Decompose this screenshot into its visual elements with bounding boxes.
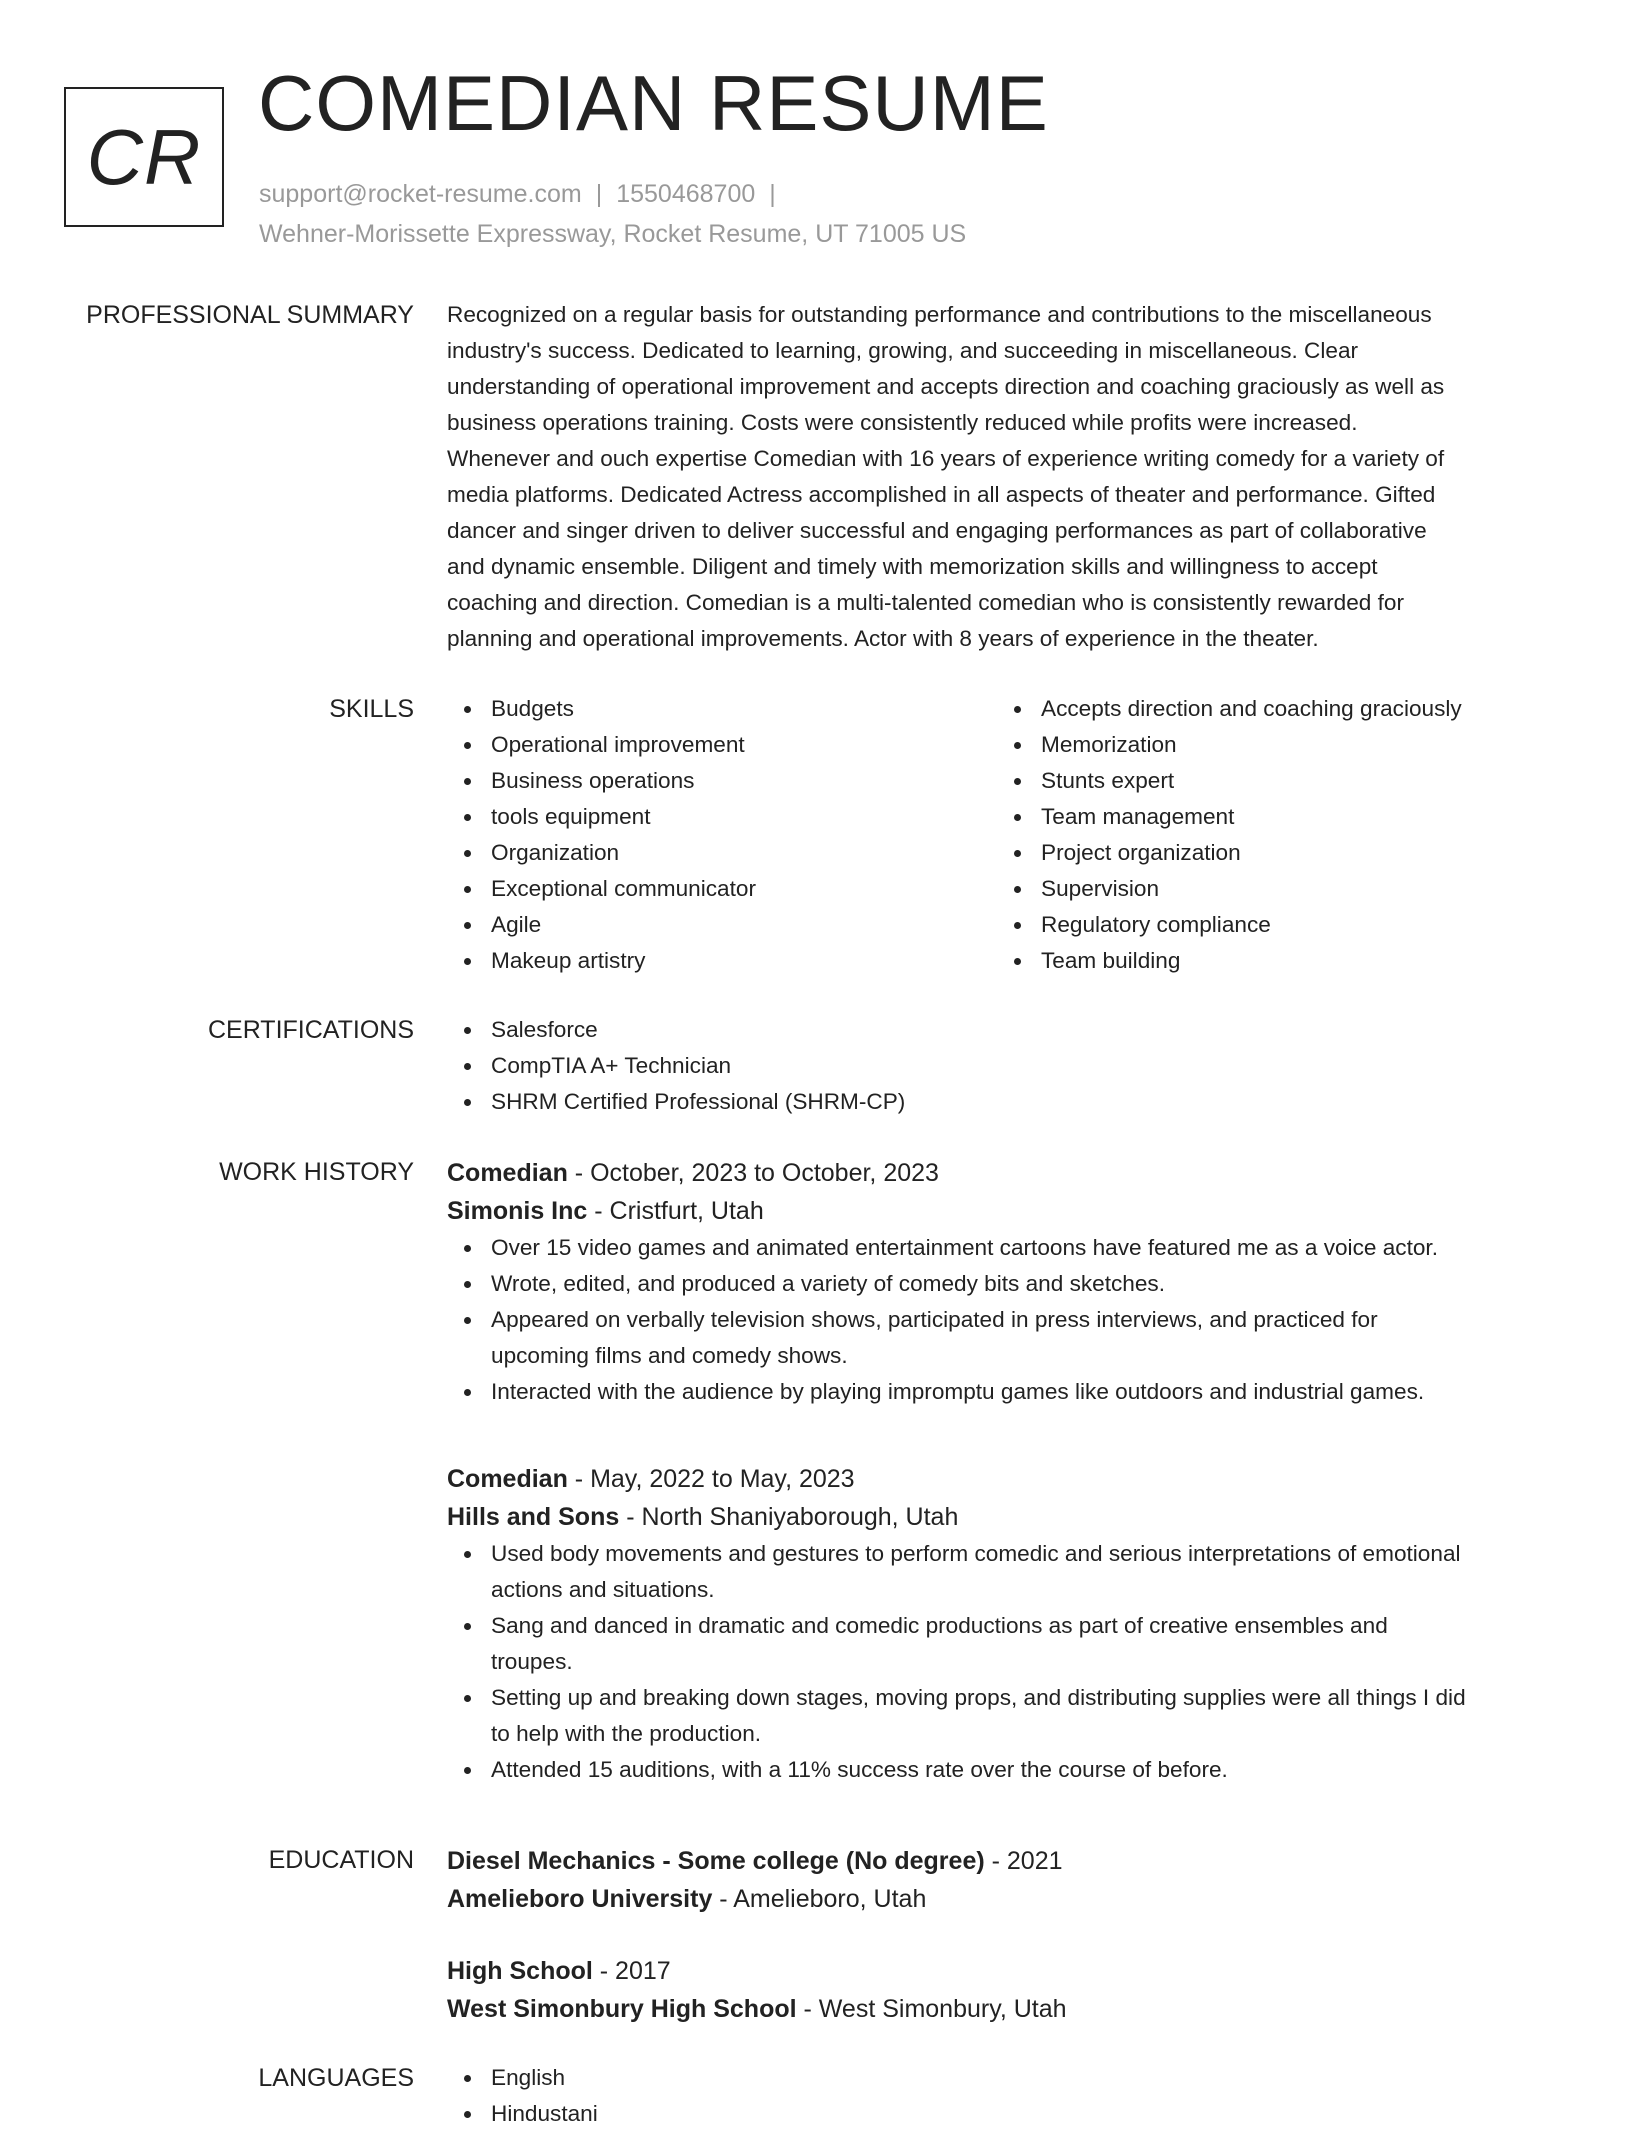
skill-item: Team building [997,943,1547,979]
job-bullet: Interacted with the audience by playing impromptu games like outdoors and industrial games. [447,1374,1438,1410]
skill-item: Business operations [447,763,997,799]
job-company-line [447,1498,1466,1536]
skill-item: Supervision [997,871,1547,907]
job-bullet: Used body movements and gestures to perform comedic and serious interpretations of emotional actions and situations. [447,1536,1466,1608]
company-name: Simonis Inc [447,1197,588,1225]
degree: Diesel Mechanics - Some college (No degree) [447,1847,985,1875]
contact-info [259,174,966,254]
section-label-work: WORK HISTORY [219,1158,414,1186]
language-item: Hindustani [447,2096,1567,2132]
email-link[interactable]: support@rocket-resume.com [259,180,582,208]
skill-item: Project organization [997,835,1547,871]
job-title: Comedian [447,1465,568,1493]
skill-item: Exceptional communicator [447,871,997,907]
school-line [447,1880,1063,1918]
education-entry [447,1952,1067,2028]
skill-item: tools equipment [447,799,997,835]
skills-column-right [997,691,1547,979]
summary-line: media platforms. Dedicated Actress accomplished in all aspects of theater and performance. Gifted [447,482,1436,507]
job-entry [447,1460,1466,1788]
summary-line: Recognized on a regular basis for outstanding performance and contributions to the miscellaneous [447,302,1432,327]
degree-line [447,1842,1063,1880]
address: Wehner-Morissette Expressway, Rocket Resume, UT 71005 US [259,220,967,248]
skill-item: Team management [997,799,1547,835]
skill-item: Operational improvement [447,727,997,763]
job-title-line [447,1154,1438,1192]
certification-item: Salesforce [447,1012,1567,1048]
school-name: West Simonbury High School [447,1995,797,2023]
school-name: Amelieboro University [447,1885,713,1913]
job-bullet: Over 15 video games and animated entertainment cartoons have featured me as a voice actor. [447,1230,1438,1266]
contact-line-1 [259,174,966,214]
school-location: - West Simonbury, Utah [796,1995,1067,2023]
monogram-logo: CR [64,87,224,227]
section-label-languages: LANGUAGES [258,2064,414,2092]
phone-number: 1550468700 [616,180,756,208]
degree-line [447,1952,1067,1990]
company-name: Hills and Sons [447,1503,620,1531]
job-bullet: Sang and danced in dramatic and comedic productions as part of creative ensembles and troupes. [447,1608,1466,1680]
certification-item: CompTIA A+ Technician [447,1048,1567,1084]
certification-item: SHRM Certified Professional (SHRM-CP) [447,1084,1567,1120]
resume-title: COMEDIAN RESUME [258,59,1049,147]
graduation-year: - 2017 [592,1957,671,1985]
summary-line: understanding of operational improvement and accepts direction and coaching graciously as well as [447,374,1445,399]
school-location: - Amelieboro, Utah [712,1885,927,1913]
job-entry [447,1154,1438,1410]
job-bullets [447,1536,1466,1788]
skill-item: Memorization [997,727,1547,763]
job-company-line [447,1192,1438,1230]
company-location: - North Shaniyaborough, Utah [619,1503,959,1531]
summary-text [447,297,1567,657]
languages-list [447,2060,1567,2132]
summary-line: industry's success. Dedicated to learning, growing, and succeeding in miscellaneous. Clear [447,338,1359,363]
skill-item: Agile [447,907,997,943]
job-dates: - May, 2022 to May, 2023 [567,1465,855,1493]
skills-column-left [447,691,997,979]
summary-line: dancer and singer driven to deliver successful and engaging performances as part of collaborative [447,518,1427,543]
school-line [447,1990,1067,2028]
job-title: Comedian [447,1159,568,1187]
skills-list [447,691,1567,979]
summary-line: coaching and direction. Comedian is a multi-talented comedian who is consistently rewarded for [447,590,1404,615]
job-dates: - October, 2023 to October, 2023 [567,1159,939,1187]
summary-line: Whenever and ouch expertise Comedian with 16 years of experience writing comedy for a variety of [447,446,1445,471]
separator: | [769,180,776,208]
summary-line: business operations training. Costs were consistently reduced while profits were increased. [447,410,1358,435]
certifications-list [447,1012,1567,1120]
skill-item: Accepts direction and coaching graciously [997,691,1547,727]
section-label-certifications: CERTIFICATIONS [207,1016,414,1044]
graduation-year: - 2021 [984,1847,1063,1875]
skill-item: Stunts expert [997,763,1547,799]
separator: | [595,180,603,208]
section-label-summary: PROFESSIONAL SUMMARY [86,301,414,329]
job-bullets [447,1230,1438,1410]
skill-item: Budgets [447,691,997,727]
job-title-line [447,1460,1466,1498]
company-location: - Cristfurt, Utah [587,1197,764,1225]
section-label-skills: SKILLS [329,695,414,723]
job-bullet: Setting up and breaking down stages, moving props, and distributing supplies were all things I did to help with the production. [447,1680,1466,1752]
job-bullet: Appeared on verbally television shows, participated in press interviews, and practiced for upcoming films and comedy shows. [447,1302,1438,1374]
skill-item: Regulatory compliance [997,907,1547,943]
education-entry [447,1842,1063,1918]
job-bullet: Attended 15 auditions, with a 11% success rate over the course of before. [447,1752,1466,1788]
summary-line: planning and operational improvements. Actor with 8 years of experience in the theater. [447,626,1319,651]
summary-line: and dynamic ensemble. Diligent and timely with memorization skills and willingness to accept [447,554,1378,579]
skill-item: Makeup artistry [447,943,997,979]
skill-item: Organization [447,835,997,871]
section-label-education: EDUCATION [268,1846,414,1874]
job-bullet: Wrote, edited, and produced a variety of comedy bits and sketches. [447,1266,1438,1302]
language-item: English [447,2060,1567,2096]
degree: High School [447,1957,593,1985]
